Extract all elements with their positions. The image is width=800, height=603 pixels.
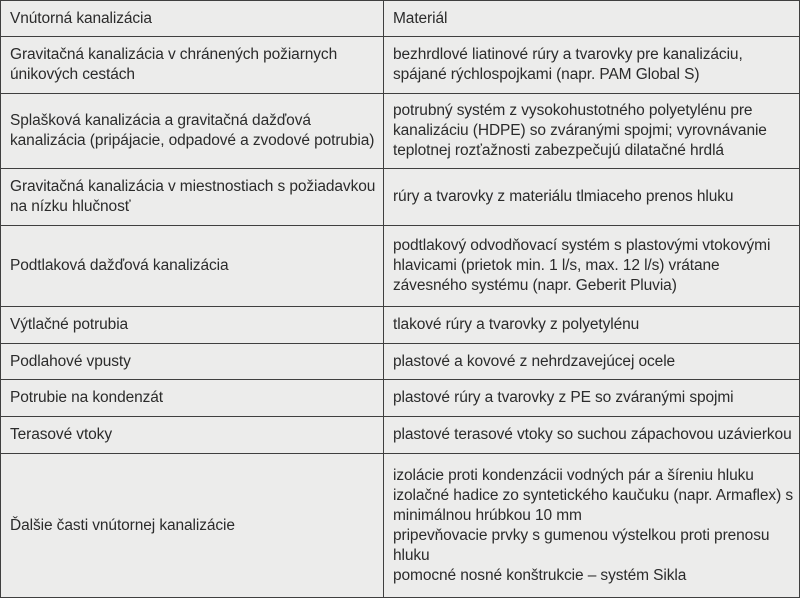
table-row: [1, 307, 800, 344]
row-system: Podtlaková dažďová kanalizácia: [1, 226, 384, 307]
row-system: Potrubie na kondenzát: [1, 380, 384, 417]
table-row: [1, 417, 800, 454]
row-system: Výtlačné potrubia: [1, 307, 384, 344]
row-material: tlakové rúry a tvarovky z polyetylénu: [384, 307, 800, 344]
table-header-row: [1, 1, 800, 37]
table-row: [1, 37, 800, 94]
row-system: Terasové vtoky: [1, 417, 384, 454]
table-row: [1, 169, 800, 226]
row-material: plastové terasové vtoky so suchou zápachovou uzávierkou: [384, 417, 800, 454]
row-material: rúry a tvarovky z materiálu tlmiaceho prenos hluku: [384, 169, 800, 226]
row-material: potrubný systém z vysokohustotného polyetylénu pre kanalizáciu (HDPE) so zváranými spojmi; vyrovnávanie teplotnej rozťažnosti zabezpečujú dilatačné hrdlá: [384, 94, 800, 169]
header-material: Materiál: [384, 1, 800, 37]
table-row: [1, 94, 800, 169]
row-material: podtlakový odvodňovací systém s plastovými vtokovými hlavicami (prietok min. 1 l/s, max. 12 l/s) vrátane závesného systému (napr. Geberit Pluvia): [384, 226, 800, 307]
row-system: Ďalšie časti vnútornej kanalizácie: [1, 454, 384, 598]
table-row: [1, 226, 800, 307]
material-line: izolačné hadice zo syntetického kaučuku (napr. Armaflex) s minimálnou hrúbkou 10 mm: [393, 486, 793, 524]
material-line: izolácie proti kondenzácii vodných pár a šíreniu hluku: [393, 466, 754, 484]
row-system: Podlahové vpusty: [1, 344, 384, 380]
material-line: pomocné nosné konštrukcie – systém Sikla: [393, 566, 687, 584]
header-system: Vnútorná kanalizácia: [1, 1, 384, 37]
row-material-list: [384, 454, 800, 598]
material-line: pripevňovacie prvky s gumenou výstelkou proti prenosu hluku: [393, 526, 770, 564]
table-row: [1, 380, 800, 417]
table-row: [1, 344, 800, 380]
row-material: plastové rúry a tvarovky z PE so zváranými spojmi: [384, 380, 800, 417]
table-row: [1, 454, 800, 598]
row-system: Gravitačná kanalizácia v chránených požiarnych únikových cestách: [1, 37, 384, 94]
row-material: bezhrdlové liatinové rúry a tvarovky pre kanalizáciu, spájané rýchlospojkami (napr. PAM Global S): [384, 37, 800, 94]
row-material: plastové a kovové z nehrdzavejúcej ocele: [384, 344, 800, 380]
row-system: Splašková kanalizácia a gravitačná dažďová kanalizácia (pripájacie, odpadové a zvodové potrubia): [1, 94, 384, 169]
row-system: Gravitačná kanalizácia v miestnostiach s požiadavkou na nízku hlučnosť: [1, 169, 384, 226]
